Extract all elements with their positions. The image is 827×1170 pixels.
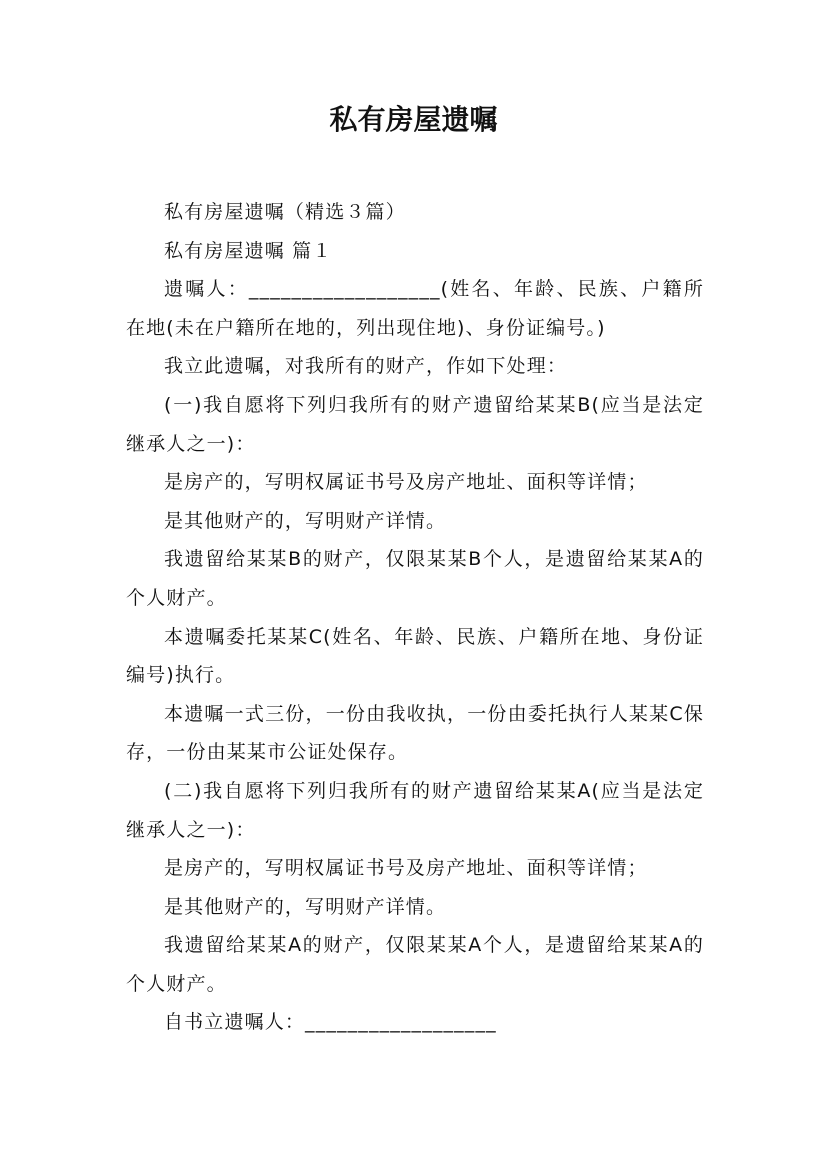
paragraph-other-property-b: 是其他财产的，写明财产详情。 xyxy=(164,509,447,532)
paragraph-signature: 自书立遗嘱人：__________________ xyxy=(164,1011,497,1034)
paragraph-bequest-a: (二)我自愿将下列归我所有的财产遗留给某某A(应当是法定继承人之一)： xyxy=(126,779,704,841)
paragraph-bequest-b: (一)我自愿将下列归我所有的财产遗留给某某B(应当是法定继承人之一)： xyxy=(126,393,704,455)
paragraph-limit-b: 我遗留给某某B的财产，仅限某某B个人，是遗留给某某A的个人财产。 xyxy=(126,548,704,609)
paragraph-real-estate-a: 是房产的，写明权属证书号及房产地址、面积等详情； xyxy=(164,857,648,880)
paragraph-copies: 本遗嘱一式三份，一份由我收执，一份由委托执行人某某C保存，一份由某某市公证处保存。 xyxy=(126,702,704,764)
paragraph-other-property-a: 是其他财产的，写明财产详情。 xyxy=(164,895,447,918)
paragraph-section-heading: 私有房屋遗嘱 篇１ xyxy=(164,239,333,262)
document-body xyxy=(126,193,704,1042)
paragraph-testator: 遗嘱人：__________________(姓名、年龄、民族、户籍所在地(未在户籍所在地的，列出现住地)、身份证编号。) xyxy=(126,278,704,339)
paragraph-real-estate-b: 是房产的，写明权属证书号及房产地址、面积等详情； xyxy=(164,471,648,494)
document-title: 私有房屋遗嘱 xyxy=(329,103,498,136)
paragraph-limit-a: 我遗留给某某A的财产，仅限某某A个人，是遗留给某某A的个人财产。 xyxy=(126,934,704,995)
paragraph-declaration: 我立此遗嘱，对我所有的财产，作如下处理： xyxy=(164,355,568,378)
paragraph-subtitle: 私有房屋遗嘱（精选３篇） xyxy=(164,201,406,223)
paragraph-executor: 本遗嘱委托某某C(姓名、年龄、民族、户籍所在地、身份证编号)执行。 xyxy=(126,625,704,687)
